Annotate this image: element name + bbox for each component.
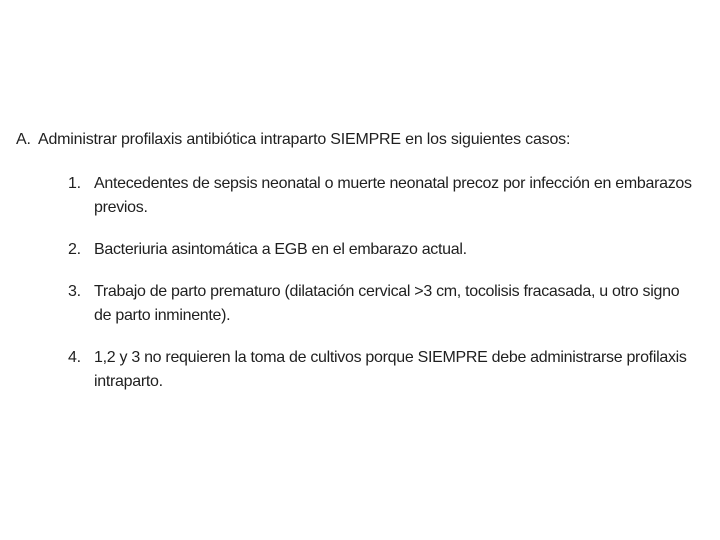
list-item-number: 4. xyxy=(68,349,81,366)
list-item-number: 2. xyxy=(68,241,81,258)
list-item xyxy=(68,280,692,328)
list-item-text: Trabajo de parto prematuro (dilatación cervical >3 cm, tocolisis fracasada, u otro signo de parto inminente). xyxy=(94,283,680,324)
recommendation-section xyxy=(16,128,706,390)
section-letter: A. xyxy=(16,131,31,148)
list-item-text: Antecedentes de sepsis neonatal o muerte neonatal precoz por infección en embarazos previos. xyxy=(94,175,692,216)
list-item xyxy=(68,172,692,220)
list-item xyxy=(68,238,692,262)
list-item-number: 1. xyxy=(68,175,81,192)
section-title: Administrar profilaxis antibiótica intraparto SIEMPRE en los siguientes casos: xyxy=(38,131,571,148)
list-item-text: Bacteriuria asintomática a EGB en el embarazo actual. xyxy=(94,241,467,258)
list-item xyxy=(68,346,692,394)
section-heading xyxy=(16,128,706,152)
list-item-text: 1,2 y 3 no requieren la toma de cultivos porque SIEMPRE debe administrarse profilaxis intraparto. xyxy=(94,349,687,390)
list-item-number: 3. xyxy=(68,283,81,300)
case-list xyxy=(68,172,692,394)
